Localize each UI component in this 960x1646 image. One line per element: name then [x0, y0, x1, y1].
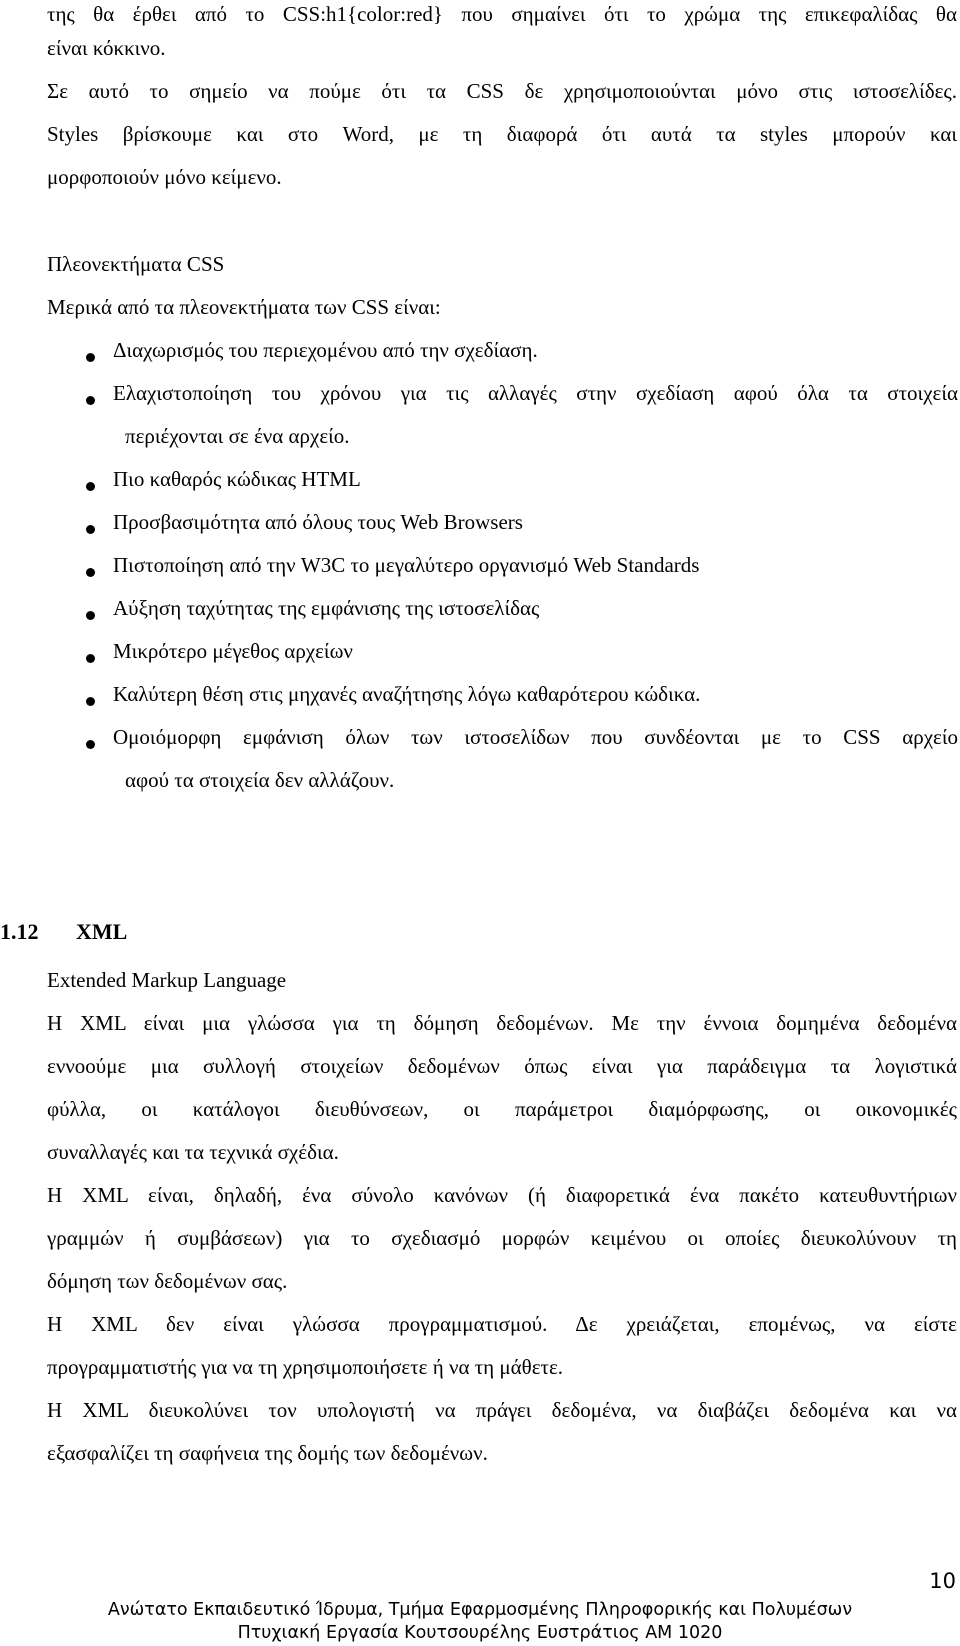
- footer-institution: Ανώτατο Εκπαιδευτικό Ίδρυμα, Τμήμα Εφαρμοσμένης Πληροφορικής και Πολυμέσων: [107, 1600, 853, 1620]
- list-item: Μικρότερο μέγεθος αρχείων: [113, 639, 353, 663]
- bullet-icon: [86, 396, 95, 405]
- intro-line-5: μορφοποιούν μόνο κείμενο.: [47, 165, 282, 189]
- list-item: Διαχωρισμός του περιεχομένου από την σχεδίαση.: [113, 338, 538, 362]
- paragraph-line: εννοούμε μια συλλογή στοιχείων δεδομένων όπως είναι για παράδειγμα τα λογιστικά: [47, 1054, 957, 1078]
- bullet-icon: [86, 654, 95, 663]
- paragraph-line: συναλλαγές και τα τεχνικά σχέδια.: [47, 1140, 339, 1164]
- paragraph-line: Η XML είναι, δηλαδή, ένα σύνολο κανόνων (ή διαφορετικά ένα πακέτο κατευθυντήριων: [47, 1183, 957, 1207]
- paragraph-line: γραμμών ή συμβάσεων) για το σχεδιασμό μορφών κειμένου οι οποίες διευκολύνουν τη: [47, 1226, 957, 1250]
- list-item: Αύξηση ταχύτητας της εμφάνισης της ιστοσελίδας: [113, 596, 540, 620]
- intro-line-4: Styles βρίσκουμε και στο Word, με τη διαφορά ότι αυτά τα styles μπορούν και: [47, 122, 957, 146]
- paragraph-line: εξασφαλίζει τη σαφήνεια της δομής των δεδομένων.: [47, 1441, 488, 1465]
- paragraph-line: δόμηση των δεδομένων σας.: [47, 1269, 288, 1293]
- page-number: 10: [929, 1569, 956, 1593]
- list-item: Ελαχιστοποίηση του χρόνου για τις αλλαγές στην σχεδίαση αφού όλα τα στοιχεία: [113, 381, 958, 405]
- list-item-continuation: αφού τα στοιχεία δεν αλλάζουν.: [125, 768, 395, 792]
- list-item: Πιο καθαρός κώδικας HTML: [113, 467, 361, 491]
- list-item: Προσβασιμότητα από όλους τους Web Browsers: [113, 510, 523, 534]
- bullet-icon: [86, 525, 95, 534]
- paragraph-line: Η XML διευκολύνει τον υπολογιστή να πράγει δεδομένα, να διαβάζει δεδομένα και να: [47, 1398, 957, 1422]
- paragraph-line: φύλλα, οι κατάλογοι διευθύνσεων, οι παράμετροι διαμόρφωσης, οι οικονομικές: [47, 1097, 957, 1121]
- bullet-icon: [86, 697, 95, 706]
- bullet-icon: [86, 568, 95, 577]
- paragraph-line: Η XML δεν είναι γλώσσα προγραμματισμού. Δε χρειάζεται, επομένως, να είστε: [47, 1312, 957, 1336]
- bullet-icon: [86, 740, 95, 749]
- list-item-continuation: περιέχονται σε ένα αρχείο.: [125, 424, 350, 448]
- advantages-lead: Μερικά από τα πλεονεκτήματα των CSS είναι:: [47, 295, 441, 319]
- list-item: Καλύτερη θέση στις μηχανές αναζήτησης λόγω καθαρότερου κώδικα.: [113, 682, 701, 706]
- section-title: XML: [76, 919, 128, 944]
- intro-line-3: Σε αυτό το σημείο να πούμε ότι τα CSS δε χρησιμοποιούνται μόνο στις ιστοσελίδες.: [47, 79, 957, 103]
- section-subtitle: Extended Markup Language: [47, 968, 287, 992]
- intro-line-1: της θα έρθει από το CSS:h1{color:red} που σημαίνει ότι το χρώμα της επικεφαλίδας θα: [47, 2, 957, 26]
- list-item: Ομοιόμορφη εμφάνιση όλων των ιστοσελίδων που συνδέονται με το CSS αρχείο: [113, 725, 958, 749]
- footer-thesis: Πτυχιακή Εργασία Κουτσουρέλης Ευστράτιος ΑΜ 1020: [237, 1623, 723, 1643]
- bullet-icon: [86, 353, 95, 362]
- section-number: 1.12: [0, 919, 39, 944]
- intro-line-2: είναι κόκκινο.: [47, 36, 166, 60]
- list-item: Πιστοποίηση από την W3C το μεγαλύτερο οργανισμό Web Standards: [113, 553, 700, 577]
- paragraph-line: Η XML είναι μια γλώσσα για τη δόμηση δεδομένων. Με την έννοια δομημένα δεδομένα: [47, 1011, 957, 1035]
- advantages-title: Πλεονεκτήματα CSS: [47, 252, 225, 276]
- bullet-icon: [86, 611, 95, 620]
- bullet-icon: [86, 482, 95, 491]
- paragraph-line: προγραμματιστής για να τη χρησιμοποιήσετε ή να τη μάθετε.: [47, 1355, 564, 1379]
